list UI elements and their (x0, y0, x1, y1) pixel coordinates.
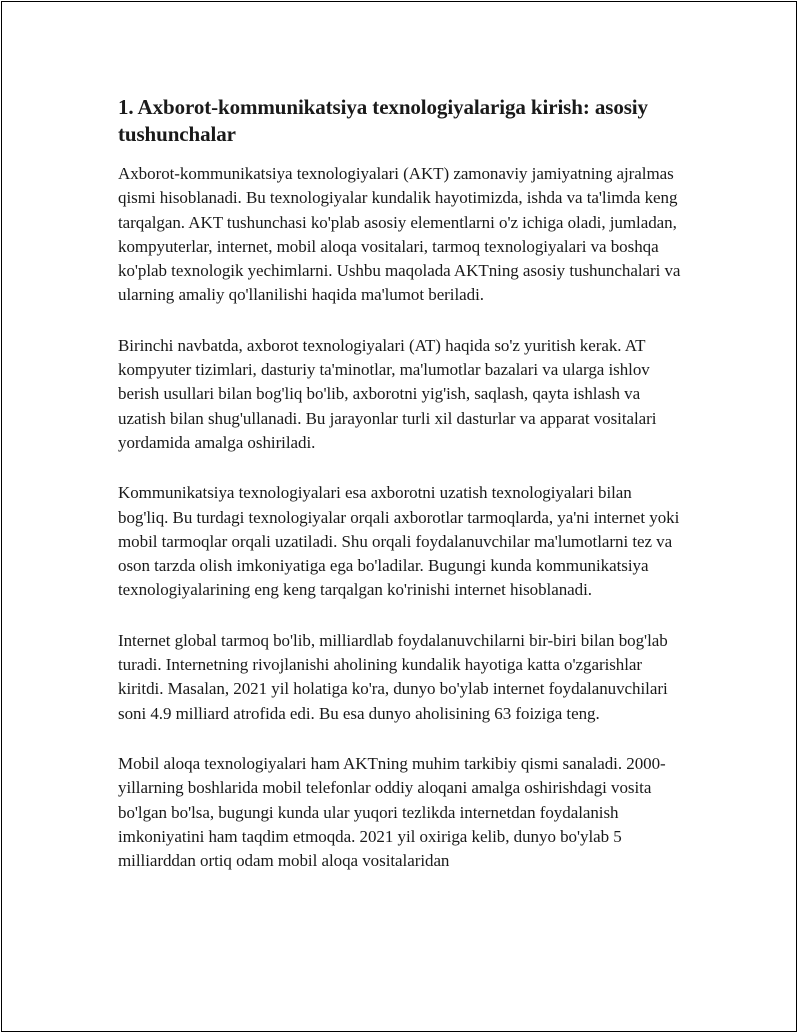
paragraph-communication-technology: Kommunikatsiya texnologiyalari esa axborotni uzatish texnologiyalari bilan bog'liq. Bu turdagi texnologiyalar orqali axborotlar tarmoqlarda, ya'ni internet yoki mobil tarmoqlar orqali uzatiladi. Shu orqali foydalanuvchilar ma'lumotlarni tez va oson tarzda olish imkoniyatiga ega bo'ladilar. Bugungi kunda kommunikatsiya texnologiyalarining eng keng tarqalgan ko'rinishi internet hisoblanadi. (118, 483, 680, 600)
paragraph-mobile-communication: Mobil aloqa texnologiyalari ham AKTning muhim tarkibiy qismi sanaladi. 2000-yillarning boshlarida mobil telefonlar oddiy aloqani amalga oshirishdagi vosita bo'lgan bo'lsa, bugungi kunda ular yuqori tezlikda internetdan foydalanish imkoniyatini ham taqdim etmoqda. 2021 yil oxiriga kelib, dunyo bo'ylab 5 milliarddan ortiq odam mobil aloqa vositalaridan (118, 753, 666, 871)
document-body (118, 94, 684, 899)
section-heading: 1. Axborot-kommunikatsiya texnologiyalariga kirish: asosiy tushunchalar (118, 95, 648, 146)
paragraph-internet: Internet global tarmoq bo'lib, milliardlab foydalanuvchilarni bir-biri bilan bog'lab turadi. Internetning rivojlanishi aholining kundalik hayotiga katta o'zgarishlar kiritdi. Masalan, 2021 yil holatiga ko'ra, dunyo bo'ylab internet foydalanuvchilari soni 4.9 milliard atrofida edi. Bu esa dunyo aholisining 63 foiziga teng. (118, 630, 668, 723)
paragraph-intro: Axborot-kommunikatsiya texnologiyalari (AKT) zamonaviy jamiyatning ajralmas qismi hisoblanadi. Bu texnologiyalar kundalik hayotimizda, ishda va ta'limda keng tarqalgan. AKT tushunchasi ko'plab asosiy elementlarni o'z ichiga oladi, jumladan, kompyuterlar, internet, mobil aloqa vositalari, tarmoq texnologiyalari va boshqa ko'plab texnologik yechimlarni. Ushbu maqolada AKTning asosiy tushunchalari va ularning amaliy qo'llanilishi haqida ma'lumot beriladi. (118, 164, 681, 305)
paragraph-information-technology: Birinchi navbatda, axborot texnologiyalari (AT) haqida so'z yuritish kerak. AT kompyuter tizimlari, dasturiy ta'minotlar, ma'lumotlar bazalari va ularga ishlov berish usullari bilan bog'liq bo'lib, axborotni yig'ish, saqlash, qayta ishlash va uzatish bilan shug'ullanadi. Bu jarayonlar turli xil dasturlar va apparat vositalari yordamida amalga oshiriladi. (118, 335, 657, 452)
